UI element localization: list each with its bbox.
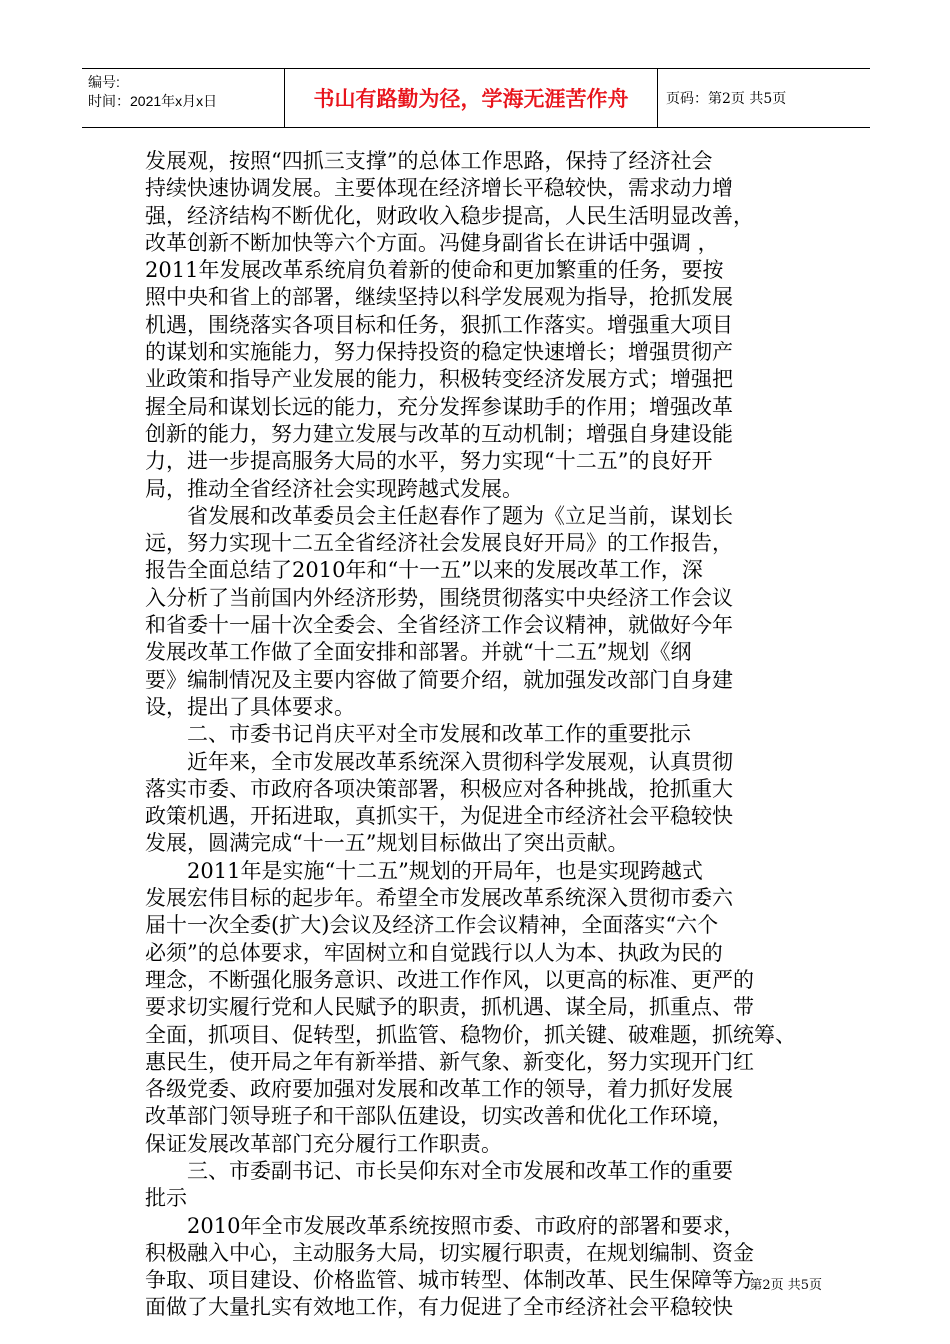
body-text-line: 局，推动全省经济社会实现跨越式发展。: [145, 476, 523, 501]
body-text-line: 全面，抓项目、促转型，抓监管、稳物价，抓关键、破难题，抓统筹、: [145, 1022, 796, 1047]
body-text-line: 远，努力实现十二五全省经济社会发展良好开局》的工作报告，: [145, 531, 733, 556]
body-text-line: 理念，不断强化服务意识、改进工作作风，以更高的标准、更严的: [145, 967, 754, 992]
body-text-line: 落实市委、市政府各项决策部署，积极应对各种挑战，抢抓重大: [145, 776, 733, 801]
body-text-line: 争取、项目建设、价格监管、城市转型、体制改革、民生保障等方: [145, 1268, 754, 1293]
body-text-line: 发展宏伟目标的起步年。希望全市发展改革系统深入贯彻市委六: [145, 886, 733, 911]
body-text-line: 强，经济结构不断优化，财政收入稳步提高，人民生活明显改善，: [145, 203, 754, 228]
document-number-label: 编号:: [88, 74, 120, 90]
body-text-line: 改革创新不断加快等六个方面。冯健身副省长在讲话中强调 ，: [145, 230, 719, 255]
body-text-line: 要求切实履行党和人民赋予的职责，抓机遇、谋全局，抓重点、带: [145, 995, 754, 1020]
body-text-line: 和省委十一届十次全委会、全省经济工作会议精神，就做好今年: [145, 613, 733, 638]
body-text-line: 三、市委副书记、市长吴仰东对全市发展和改革工作的重要: [145, 1158, 733, 1183]
body-text-line: 批示: [145, 1186, 187, 1211]
body-text-line: 要》编制情况及主要内容做了简要介绍，就加强发改部门自身建: [145, 667, 733, 692]
body-text-line: 报告全面总结了2010年和“十一五”以来的发展改革工作，深: [145, 558, 703, 583]
body-text-line: 保证发展改革部门充分履行工作职责。: [145, 1131, 502, 1156]
page-header: [82, 68, 870, 128]
document-date-label: 时间：2021年x月x日: [88, 93, 218, 109]
body-text-line: 发展观，按照“四抓三支撑”的总体工作思路，保持了经济社会: [145, 149, 713, 173]
body-text-line: 照中央和省上的部署，继续坚持以科学发展观为指导，抢抓发展: [145, 285, 733, 310]
body-text-line: 届十一次全委(扩大)会议及经济工作会议精神，全面落实“六个: [145, 913, 719, 938]
body-text-line: 握全局和谋划长远的能力，充分发挥参谋助手的作用；增强改革: [145, 394, 733, 419]
body-text-line: 积极融入中心，主动服务大局，切实履行职责，在规划编制、资金: [145, 1240, 754, 1265]
body-text-line: 业政策和指导产业发展的能力，积极转变经济发展方式；增强把: [145, 367, 733, 392]
page-footer-number: 第2页 共5页: [749, 1278, 822, 1293]
header-info-cell: [82, 69, 284, 127]
body-text-line: 力，进一步提高服务大局的水平，努力实现“十二五”的良好开: [145, 449, 713, 474]
body-text-line: 必须”的总体要求，牢固树立和自觉践行以人为本、执政为民的: [145, 940, 723, 965]
body-text-line: 省发展和改革委员会主任赵春作了题为《立足当前，谋划长: [145, 503, 733, 528]
body-text-line: 的谋划和实施能力，努力保持投资的稳定快速增长；增强贯彻产: [145, 340, 733, 365]
document-body: [145, 148, 817, 1322]
header-page-number: 页码：第2页 共5页: [666, 91, 787, 107]
body-text-line: 设，提出了具体要求。: [145, 694, 355, 719]
body-text-line: 2010年全市发展改革系统按照市委、市政府的部署和要求，: [145, 1213, 745, 1238]
body-text-line: 发展，圆满完成“十一五”规划目标做出了突出贡献。: [145, 831, 629, 856]
header-motto: 书山有路勤为径，学海无涯苦作舟: [284, 69, 658, 127]
body-text-line: 近年来，全市发展改革系统深入贯彻科学发展观，认真贯彻: [145, 749, 733, 774]
body-text-line: 2011年发展改革系统肩负着新的使命和更加繁重的任务，要按: [145, 258, 724, 283]
body-text-line: 2011年是实施“十二五”规划的开局年，也是实现跨越式: [145, 858, 703, 883]
body-text-line: 发展改革工作做了全面安排和部署。并就“十二五”规划《纲: [145, 640, 692, 665]
body-text-line: 各级党委、政府要加强对发展和改革工作的领导，着力抓好发展: [145, 1077, 733, 1102]
body-text-line: 政策机遇，开拓进取，真抓实干，为促进全市经济社会平稳较快: [145, 804, 733, 829]
body-text-line: 创新的能力，努力建立发展与改革的互动机制；增强自身建设能: [145, 421, 733, 446]
body-text-line: 机遇，围绕落实各项目标和任务，狠抓工作落实。增强重大项目: [145, 312, 733, 337]
body-text-line: 改革部门领导班子和干部队伍建设，切实改善和优化工作环境，: [145, 1104, 733, 1129]
body-text-line: 二、市委书记肖庆平对全市发展和改革工作的重要批示: [145, 722, 691, 747]
body-text-line: 惠民生，使开局之年有新举措、新气象、新变化，努力实现开门红: [145, 1049, 754, 1074]
body-text-line: 面做了大量扎实有效地工作，有力促进了全市经济社会平稳较快: [145, 1295, 733, 1320]
body-text-line: 入分析了当前国内外经济形势，围绕贯彻落实中央经济工作会议: [145, 585, 733, 610]
body-text-line: 持续快速协调发展。主要体现在经济增长平稳较快，需求动力增: [145, 176, 733, 201]
